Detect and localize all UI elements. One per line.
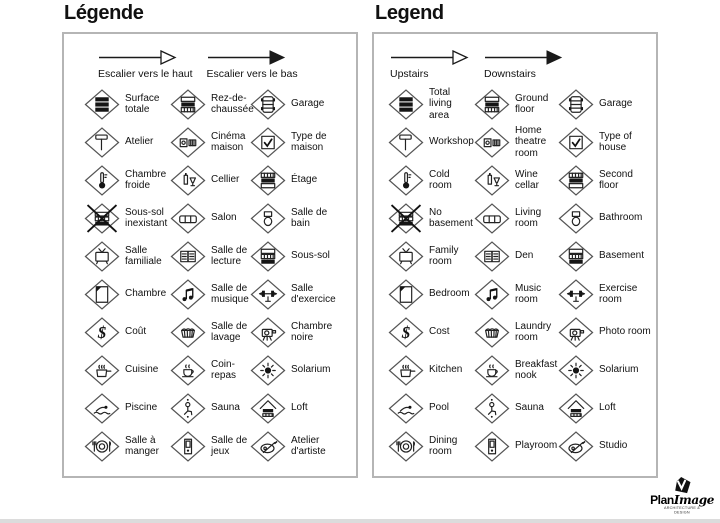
legend-item-label: Salle d'exercice bbox=[291, 282, 336, 305]
legend-item bbox=[84, 89, 170, 120]
legend-item bbox=[170, 355, 250, 386]
legend-item-label: Piscine bbox=[125, 402, 158, 414]
legend-item bbox=[474, 393, 558, 424]
legend-item-label: Salon bbox=[211, 212, 237, 224]
loft-roof-icon bbox=[558, 393, 594, 424]
legend-item bbox=[558, 203, 658, 234]
legend-item bbox=[250, 317, 358, 348]
legend-item bbox=[250, 127, 358, 158]
legend-item bbox=[474, 89, 558, 120]
thermometer-icon bbox=[84, 165, 120, 196]
no-basement-icon bbox=[388, 203, 424, 234]
legend-item bbox=[388, 87, 474, 122]
legend-item-label: Sous-sol inexistant bbox=[125, 206, 168, 229]
legend-item bbox=[170, 431, 250, 462]
legend-item-label: Coin-repas bbox=[211, 358, 237, 381]
legend-item-label: Music room bbox=[515, 282, 542, 305]
floors-total-icon bbox=[388, 89, 424, 120]
legend-item bbox=[558, 431, 658, 462]
legend-item-label: Loft bbox=[599, 402, 616, 414]
legend-item-label: Home theatre room bbox=[515, 124, 547, 159]
legend-grid-french bbox=[84, 85, 356, 465]
planimage-logo-text: PlanImage bbox=[650, 493, 714, 507]
legend-item-label: Laundry room bbox=[515, 320, 552, 343]
legend-item bbox=[558, 393, 658, 424]
legend-item-label: Studio bbox=[599, 440, 628, 452]
stairs-up-label: Upstairs bbox=[390, 68, 429, 80]
stairs-up-legend bbox=[390, 49, 470, 80]
legend-item bbox=[474, 317, 558, 348]
legend-item bbox=[250, 431, 358, 462]
legend-item-label: Workshop bbox=[429, 136, 474, 148]
wine-cellar-icon bbox=[170, 165, 206, 196]
music-note-icon bbox=[474, 279, 510, 310]
legend-item-label: Sauna bbox=[515, 402, 544, 414]
stairs-up-label: Escalier vers le haut bbox=[98, 68, 193, 80]
legend-item-label: Chambre bbox=[125, 288, 167, 300]
legend-item-label: Loft bbox=[291, 402, 308, 414]
legend-item bbox=[84, 279, 170, 310]
legend-item-label: Cuisine bbox=[125, 364, 159, 376]
barbell-icon bbox=[558, 279, 594, 310]
ground-floor-icon bbox=[474, 89, 510, 120]
legend-item-label: Solarium bbox=[291, 364, 331, 376]
ground-floor-icon bbox=[170, 89, 206, 120]
hammer-icon bbox=[84, 127, 120, 158]
stairs-down-arrow-icon bbox=[484, 49, 564, 66]
legend-item bbox=[250, 165, 358, 196]
legend-item bbox=[388, 431, 474, 462]
legend-item bbox=[558, 127, 658, 158]
stairs-down-legend bbox=[484, 49, 564, 80]
garage-car-icon bbox=[250, 89, 286, 120]
bed-icon bbox=[388, 279, 424, 310]
stairs-up-legend bbox=[98, 49, 193, 80]
legend-item bbox=[170, 127, 250, 158]
legend-item-label: Surface totale bbox=[125, 92, 160, 115]
legend-item bbox=[250, 355, 358, 386]
legend-item-label: Kitchen bbox=[429, 364, 463, 376]
laundry-basket-icon bbox=[474, 317, 510, 348]
legend-item-label: Cost bbox=[429, 326, 450, 338]
dollar-icon bbox=[388, 317, 424, 348]
legend-item-label: Garage bbox=[599, 98, 633, 110]
legend-item bbox=[558, 241, 658, 272]
legend-item-label: Chambre noire bbox=[291, 320, 333, 343]
legend-item bbox=[170, 89, 254, 120]
second-floor-icon bbox=[250, 165, 286, 196]
barbell-icon bbox=[250, 279, 286, 310]
legend-item bbox=[170, 203, 250, 234]
legend-item bbox=[474, 203, 558, 234]
legend-item bbox=[250, 393, 358, 424]
legend-item bbox=[250, 279, 358, 310]
hammer-icon bbox=[388, 127, 424, 158]
coffee-cup-icon bbox=[474, 355, 510, 386]
thermometer-icon bbox=[388, 165, 424, 196]
stairs-arrows bbox=[390, 49, 656, 80]
legend-item-label: Cinéma maison bbox=[211, 130, 246, 153]
legend-item-label: No basement bbox=[429, 206, 473, 229]
dining-plate-icon bbox=[388, 431, 424, 462]
legend-item bbox=[84, 317, 170, 348]
legend-item bbox=[558, 165, 658, 196]
legend-title-english: Legend bbox=[375, 2, 444, 24]
sun-icon bbox=[558, 355, 594, 386]
legend-item bbox=[170, 393, 250, 424]
legend-item-label: Coût bbox=[125, 326, 147, 338]
stairs-up-arrow-icon bbox=[98, 49, 178, 66]
camera-icon bbox=[250, 317, 286, 348]
legend-item bbox=[388, 165, 474, 196]
dollar-icon bbox=[84, 317, 120, 348]
house-check-icon bbox=[558, 127, 594, 158]
legend-item bbox=[170, 165, 250, 196]
artist-palette-icon bbox=[558, 431, 594, 462]
legend-item-label: Bedroom bbox=[429, 288, 470, 300]
legend-item bbox=[474, 431, 558, 462]
laundry-basket-icon bbox=[170, 317, 206, 348]
legend-item-label: Total living area bbox=[429, 86, 452, 121]
legend-item-label: Dining room bbox=[429, 434, 458, 457]
sofa-icon bbox=[170, 203, 206, 234]
legend-item bbox=[84, 241, 170, 272]
legend-item-label: Exercise room bbox=[599, 282, 638, 305]
legend-item bbox=[558, 355, 658, 386]
garage-car-icon bbox=[558, 89, 594, 120]
legend-item bbox=[474, 355, 558, 386]
legend-item bbox=[558, 89, 658, 120]
planimage-logo-caption: ARCHITECTURE & DESIGN bbox=[663, 506, 701, 515]
legend-item-label: Salle de bain bbox=[291, 206, 328, 229]
legend-item bbox=[474, 125, 558, 160]
music-note-icon bbox=[170, 279, 206, 310]
planimage-logo bbox=[649, 477, 715, 518]
legend-item-label: Salle de musique bbox=[211, 282, 249, 305]
sauna-person-icon bbox=[170, 393, 206, 424]
open-book-icon bbox=[170, 241, 206, 272]
legend-item-label: Salle de lecture bbox=[211, 244, 248, 267]
stairs-down-legend bbox=[207, 49, 298, 80]
bottom-divider bbox=[0, 519, 720, 523]
sofa-icon bbox=[474, 203, 510, 234]
legend-item-label: Ground floor bbox=[515, 92, 549, 115]
cooking-pot-icon bbox=[84, 355, 120, 386]
legend-item bbox=[388, 127, 474, 158]
stairs-down-label: Escalier vers le bas bbox=[206, 68, 298, 80]
tv-icon bbox=[84, 241, 120, 272]
stairs-down-arrow-icon bbox=[207, 49, 287, 66]
legend-item-label: Den bbox=[515, 250, 534, 262]
floors-total-icon bbox=[84, 89, 120, 120]
legend-item-label: Second floor bbox=[599, 168, 633, 191]
artist-palette-icon bbox=[250, 431, 286, 462]
legend-item bbox=[388, 393, 474, 424]
dining-plate-icon bbox=[84, 431, 120, 462]
legend-item bbox=[84, 355, 170, 386]
second-floor-icon bbox=[558, 165, 594, 196]
legend-item-label: Breakfast nook bbox=[515, 358, 558, 381]
legend-item bbox=[250, 89, 358, 120]
swimmer-icon bbox=[388, 393, 424, 424]
legend-item-label: Salle de lavage bbox=[211, 320, 248, 343]
stairs-down-label: Downstairs bbox=[484, 68, 536, 80]
legend-item bbox=[170, 241, 250, 272]
legend-item-label: Cellier bbox=[211, 174, 240, 186]
legend-item bbox=[474, 279, 558, 310]
stairs-up-arrow-icon bbox=[390, 49, 470, 66]
legend-item bbox=[388, 279, 474, 310]
legend-item bbox=[558, 317, 658, 348]
legend-item-label: Wine cellar bbox=[515, 168, 539, 191]
home-theatre-icon bbox=[170, 127, 206, 158]
legend-title-french: Légende bbox=[64, 2, 144, 24]
legend-item-label: Atelier d'artiste bbox=[291, 434, 326, 457]
wine-cellar-icon bbox=[474, 165, 510, 196]
legend-item-label: Cold room bbox=[429, 168, 452, 191]
basement-icon bbox=[250, 241, 286, 272]
house-check-icon bbox=[250, 127, 286, 158]
legend-item bbox=[250, 203, 358, 234]
legend-item bbox=[170, 279, 250, 310]
legend-item bbox=[558, 279, 658, 310]
legend-item bbox=[388, 203, 474, 234]
legend-item-label: Garage bbox=[291, 98, 325, 110]
legend-item-label: Rez-de-chaussée bbox=[211, 92, 254, 115]
basement-icon bbox=[558, 241, 594, 272]
legend-item-label: Type de maison bbox=[291, 130, 327, 153]
swimmer-icon bbox=[84, 393, 120, 424]
legend-item-label: Type of house bbox=[599, 130, 632, 153]
legend-item-label: Pool bbox=[429, 402, 450, 414]
legend-item-label: Chambre froide bbox=[125, 168, 167, 191]
no-basement-icon bbox=[84, 203, 120, 234]
legend-item-label: Sauna bbox=[211, 402, 240, 414]
legend-item bbox=[84, 431, 170, 462]
legend-item-label: Photo room bbox=[599, 326, 651, 338]
loft-roof-icon bbox=[250, 393, 286, 424]
legend-item bbox=[84, 393, 170, 424]
legend-item bbox=[388, 241, 474, 272]
bed-icon bbox=[84, 279, 120, 310]
legend-item bbox=[474, 165, 558, 196]
stairs-arrows bbox=[98, 49, 356, 80]
open-book-icon bbox=[474, 241, 510, 272]
planimage-logo-icon bbox=[671, 477, 693, 494]
camera-icon bbox=[558, 317, 594, 348]
tv-icon bbox=[388, 241, 424, 272]
legend-item-label: Bathroom bbox=[599, 212, 643, 224]
legend-item bbox=[84, 203, 170, 234]
legend-item bbox=[250, 241, 358, 272]
legend-item-label: Playroom bbox=[515, 440, 558, 452]
legend-panel-french bbox=[62, 32, 358, 478]
home-theatre-icon bbox=[474, 127, 510, 158]
legend-item-label: Étage bbox=[291, 174, 318, 186]
toilet-icon bbox=[558, 203, 594, 234]
legend-item-label: Salle à manger bbox=[125, 434, 159, 457]
toilet-icon bbox=[250, 203, 286, 234]
sun-icon bbox=[250, 355, 286, 386]
legend-item bbox=[388, 317, 474, 348]
game-machine-icon bbox=[474, 431, 510, 462]
legend-panel-english bbox=[372, 32, 658, 478]
legend-item bbox=[388, 355, 474, 386]
sauna-person-icon bbox=[474, 393, 510, 424]
coffee-cup-icon bbox=[170, 355, 206, 386]
legend-item-label: Salle de jeux bbox=[211, 434, 248, 457]
legend-item-label: Atelier bbox=[125, 136, 154, 148]
legend-item-label: Sous-sol bbox=[291, 250, 330, 262]
legend-item-label: Family room bbox=[429, 244, 459, 267]
legend-item-label: Living room bbox=[515, 206, 542, 229]
legend-item bbox=[84, 127, 170, 158]
legend-item-label: Solarium bbox=[599, 364, 639, 376]
game-machine-icon bbox=[170, 431, 206, 462]
legend-item-label: Salle familiale bbox=[125, 244, 162, 267]
legend-item bbox=[170, 317, 250, 348]
legend-item-label: Basement bbox=[599, 250, 645, 262]
legend-item bbox=[474, 241, 558, 272]
cooking-pot-icon bbox=[388, 355, 424, 386]
legend-grid-english bbox=[388, 85, 656, 465]
legend-item bbox=[84, 165, 170, 196]
